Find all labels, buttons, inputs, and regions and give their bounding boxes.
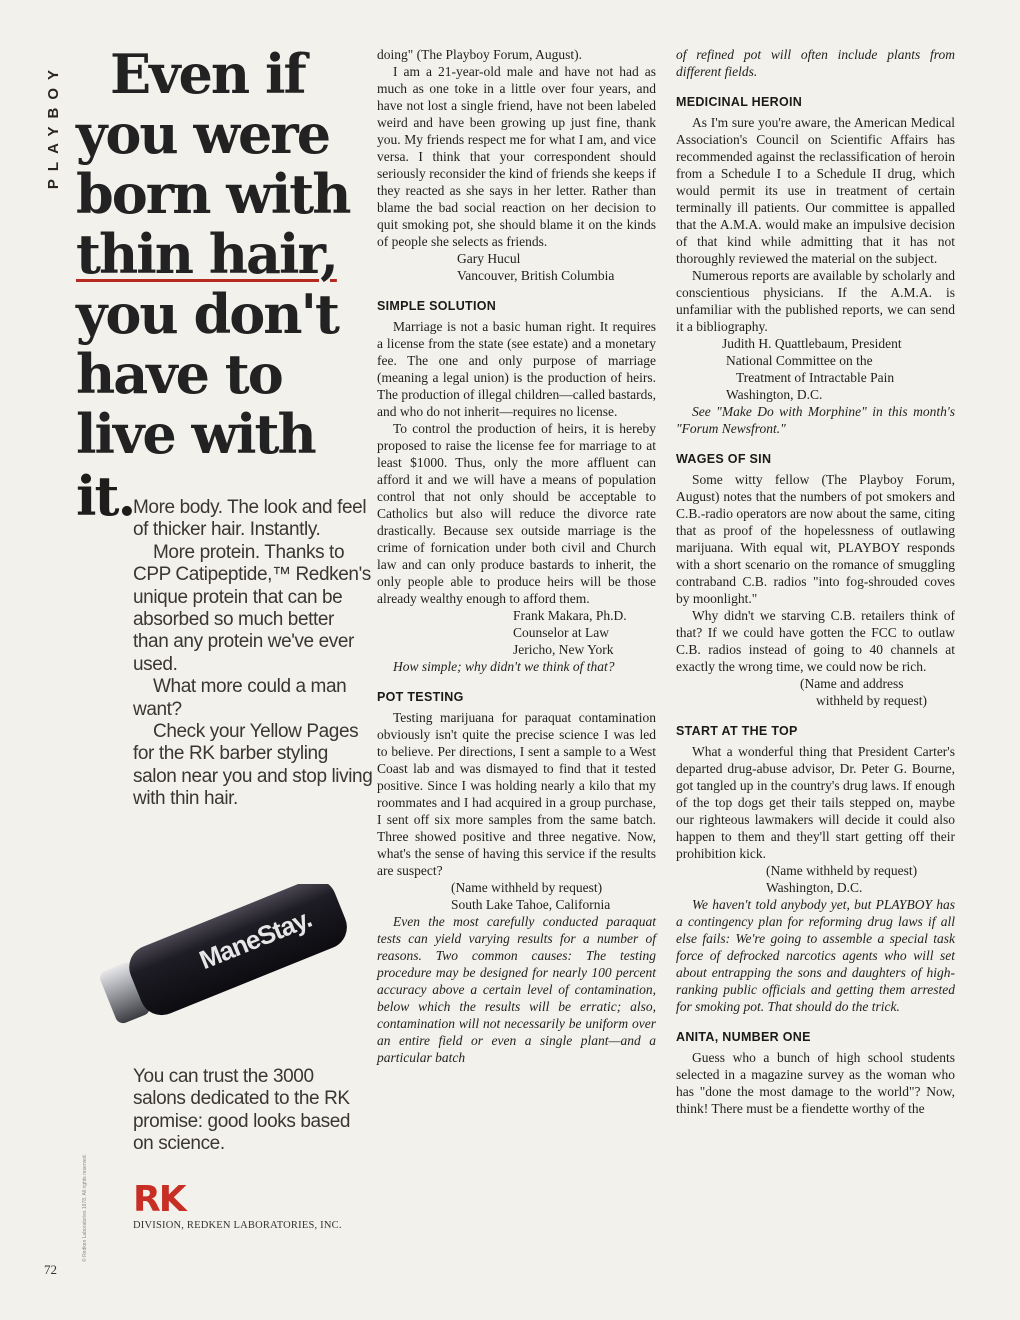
bottle-label: ManeStay. [194,903,316,976]
letter-paragraph: Marriage is not a basic human right. It requires a license from the state (see estate) and a monetary fee. The one and only purpose of marriage (meaning a legal union) is the production of heirs. The production of illegal children—called bastards, and who do not inherit—requires no license. [377,319,656,419]
ad-body-paragraph: What more could a man want? [133,676,347,720]
headline-line: have to [76,342,282,406]
letter-signature-place: Jericho, New York [513,642,614,657]
letter-paragraph: To control the production of heirs, it is hereby proposed to raise the license fee for marriage to at least $1000. Thus, only the more affluent can afford it and we will have a means of population control that not only should be acceptable to Catholics but also will reduce the divorce rate drastically. Because sex outside marriage is the crime of fornication under both civil and Church law and can only produce bastards to inherit, the only people able to produce heirs will be those already wealthy enough to afford them. [377,421,656,606]
forum-column-2 [676,46,955,1117]
page-number: 72 [44,1262,57,1277]
letter-paragraph: Testing marijuana for paraquat contamination obviously isn't quite the precise science I was led to believe. Per directions, I sent a sample to a West Coast lab and was dismayed to find that it tested positive. Since I was holding nearly a kilo that my roommates and I had acquired in a group purchase, I sent off six more samples from the same batch. Three showed positive and three negative. Now, what's the sense of having this service if the results are suspect? [377,710,656,878]
forum-column-1 [377,46,656,1066]
ad-trust-copy: You can trust the 3000 salons dedicated to the RK promise: good looks based on science. [133,1066,351,1155]
product-bottle-image [76,884,366,1084]
letter-signature-name: Judith H. Quattlebaum, President [722,336,902,351]
letter-signature-org: National Committee on the [726,353,873,368]
bottle-illustration [76,884,366,1084]
ad-copyright [78,1136,92,1266]
headline-line: Even if [110,42,305,106]
headline-line: live with [76,402,315,466]
division-line: DIVISION, REDKEN LABORATORIES, INC. [133,1220,342,1231]
headline-last-word: it. [76,464,135,528]
section-heading-anita-number-one: ANITA, NUMBER ONE [676,1030,811,1044]
letter-signature-place: Vancouver, British Columbia [457,268,615,283]
editor-reply: We haven't told anybody yet, but PLAYBOY has a contingency plan for reforming drug laws if all else fails: We're going to assemble a special task force of defrocked narcotics agents who will set about entrapping the sons and daughters of high-ranking public officials and getting them arrested for smoking pot. That should do the trick. [676,897,955,1014]
magazine-name [40,40,68,210]
letter-paragraph: As I'm sure you're aware, the American Medical Association's Council on Scientific Affairs has recommended against the reclassification of heroin from a Schedule I to a Schedule II drug, which would permit its use in treatment of certain terminally ill patients. Our committee is appalled that the A.M.A. would make an impulsive decision of that kind while admitting that it has not thoroughly reviewed the material on the subject. [676,115,955,266]
letter-signature-place: Washington, D.C. [766,880,863,895]
letter-paragraph: Why didn't we starving C.B. retailers think of that? If we could have gotten the FCC to outlaw C.B. radios instead of going to 40 channels at exactly the wrong time, we could now be rich. [676,608,955,674]
editor-reply: Even the most carefully conducted paraquat tests can yield varying results for a number of reasons. Two common causes: The testing procedure may be designed for nearly 100 percent accuracy above a certain level of contamination, below which the results will be erratic; also, contamination will not necessarily be uniform over an entire field or even a single plant—and a particular batch [377,914,656,1065]
copyright-text: © Redken Laboratories 1978. All rights reserved. [82,1154,88,1262]
editor-reply: See "Make Do with Morphine" in this month's "Forum Newsfront." [676,404,955,436]
redken-ad [76,42,373,1262]
letter-signature-org: Treatment of Intractable Pain [736,370,895,385]
editor-reply-continuation: of refined pot will often include plants from different fields. [676,47,955,79]
letter-paragraph: Numerous reports are available by scholarly and conscientious physicians. If the A.M.A. is unfamiliar with the published reports, we can send it a bibliography. [676,268,955,334]
ad-body-paragraph: More protein. Thanks to CPP Catipeptide,™ Redken's unique protein that can be absorbed so much better than any protein we've ever used. [133,541,371,675]
section-heading-medicinal-heroin: MEDICINAL HEROIN [676,95,803,109]
letter-signature-place: South Lake Tahoe, California [451,897,611,912]
ad-body-copy [133,497,373,811]
ad-body-paragraph: More body. The look and feel of thicker hair. Instantly. [133,497,367,541]
section-heading-start-at-the-top: START AT THE TOP [676,724,798,738]
section-heading-wages-of-sin: WAGES OF SIN [676,452,772,466]
editor-reply: How simple; why didn't we think of that? [393,659,615,674]
letter-paragraph: Some witty fellow (The Playboy Forum, August) notes that the numbers of pot smokers and C.B.-radio operators are now about the same, citing that as proof of the hopelessness of outlawing marijuana. With equal wit, PLAYBOY responds with a short scenario on the romance of smuggling contraband C.B. radios "into fog-shrouded coves by moonlight." [676,472,955,606]
section-heading-simple-solution: SIMPLE SOLUTION [377,299,497,313]
letter-signature-place: Washington, D.C. [726,387,823,402]
headline-line: born with [76,162,350,226]
section-heading-pot-testing: POT TESTING [377,690,464,704]
letter-signature-name: withheld by request) [816,693,927,708]
magazine-name-text: PLAYBOY [45,61,63,189]
letter-signature-name: (Name withheld by request) [766,863,918,878]
letter-signature-name: (Name withheld by request) [451,880,603,895]
letter-signature-name: (Name and address [800,676,904,691]
letter-paragraph: Guess who a bunch of high school students selected in a magazine survey as the woman who has "done the most damage to the world"? Now, think! There must be a fiendette worthy of the [676,1050,955,1116]
letter-continuation: doing" (The Playboy Forum, August). [377,47,583,62]
letter-paragraph: I am a 21-year-old male and have not had as much as one toke in a little over four years, and have not lost a single friend, have not been labeled weird and have been growing up just fine, thank you. My friends respect me for what I am, and vice versa. I think that your correspondent should seriously reconsider the kind of friends she keeps if they reacted as she says in her letter. Rather than blame the bad social reaction on her decision to quit smoking pot, she should blame it on the kinds of people she selects as friends. [377,64,656,249]
ad-body-paragraph: Check your Yellow Pages for the RK barber styling salon near you and stop living with thin hair. [133,721,373,810]
letter-signature-name: Gary Hucul [457,251,521,266]
rk-logo: RK [133,1179,185,1220]
headline-line: you don't [76,282,338,346]
letter-signature-title: Counselor at Law [513,625,609,640]
letter-signature-name: Frank Makara, Ph.D. [513,608,627,623]
ad-headline [76,44,366,464]
headline-line-underlined: thin hair, [76,222,337,286]
headline-line: you were [76,102,330,166]
letter-paragraph: What a wonderful thing that President Carter's departed drug-abuse advisor, Dr. Peter G. Bourne, got tangled up in the country's drug laws. If enough of the top dogs get their tails stepped on, maybe our righteous lawmakers will decide it could also happen to them and they'll start getting off their prohibition kick. [676,744,955,861]
